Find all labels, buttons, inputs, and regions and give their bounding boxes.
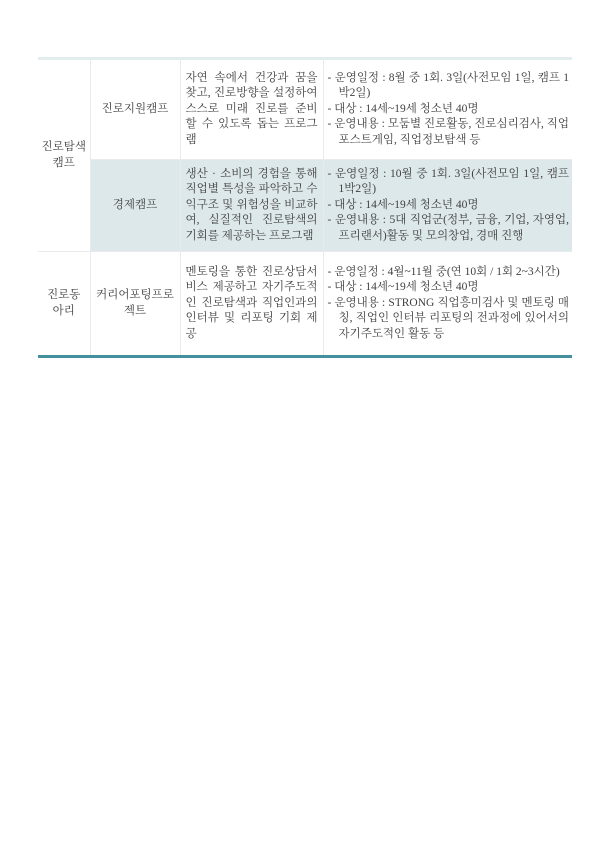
program-description-cell: 멘토링을 통한 진로상담서비스 제공하고 자기주도적인 진로탐색과 직업인과의 인터뷰 및 리포팅 기회 제공 [180, 252, 323, 357]
program-details-cell [323, 252, 572, 357]
category-cell: 진로동 아리 [38, 252, 90, 357]
program-name-cell: 커리어포팅프로젝트 [90, 252, 180, 357]
program-description-cell: 자연 속에서 건강과 꿈을 찾고, 진로방향을 설정하여 스스로 미래 진로를 준비 할 수 있도록 돕는 프로그램 [180, 59, 323, 160]
detail-item: - 운영일정 : 8월 중 1회. 3일(사전모임 1일, 캠프 1박2일) [327, 71, 569, 100]
category-cell: 진로탐색 캠프 [38, 59, 90, 252]
table-row [38, 160, 572, 252]
program-table [38, 57, 572, 358]
program-name-cell: 진로지원캠프 [90, 59, 180, 160]
program-details-cell [323, 59, 572, 160]
detail-item: - 대상 : 14세~19세 청소년 40명 [327, 102, 479, 115]
table-row [38, 252, 572, 357]
detail-item: - 대상 : 14세~19세 청소년 40명 [327, 281, 479, 294]
detail-item: - 운영내용 : 모둠별 진로활동, 진로심리검사, 직업포스트게임, 직업정보탐색 등 [327, 118, 569, 146]
detail-item: - 운영내용 : STRONG 직업흥미검사 및 멘토링 매칭, 직업인 인터뷰 리포팅의 전과정에 있어서의 자기주도적인 활동 등 [327, 296, 569, 340]
detail-item: - 운영일정 : 10월 중 1회. 3일(사전모임 1일, 캠프 1박2일) [327, 167, 569, 196]
program-name-cell: 경제캠프 [90, 160, 180, 252]
detail-item: - 대상 : 14세~19세 청소년 40명 [327, 198, 479, 211]
table-row [38, 59, 572, 160]
detail-item: - 운영내용 : 5대 직업군(정부, 금융, 기업, 자영업, 프리랜서)활동 및 모의창업, 경매 진행 [327, 214, 569, 242]
detail-item: - 운영일정 : 4월~11월 중(연 10회 / 1회 2~3시간) [327, 265, 560, 278]
program-details-cell [323, 160, 572, 252]
program-description-cell: 생산 · 소비의 경험을 통해 직업별 특성을 파악하고 수익구조 및 위험성을 비교하여, 실질적인 진로탐색의 기회를 제공하는 프로그램 [180, 160, 323, 252]
